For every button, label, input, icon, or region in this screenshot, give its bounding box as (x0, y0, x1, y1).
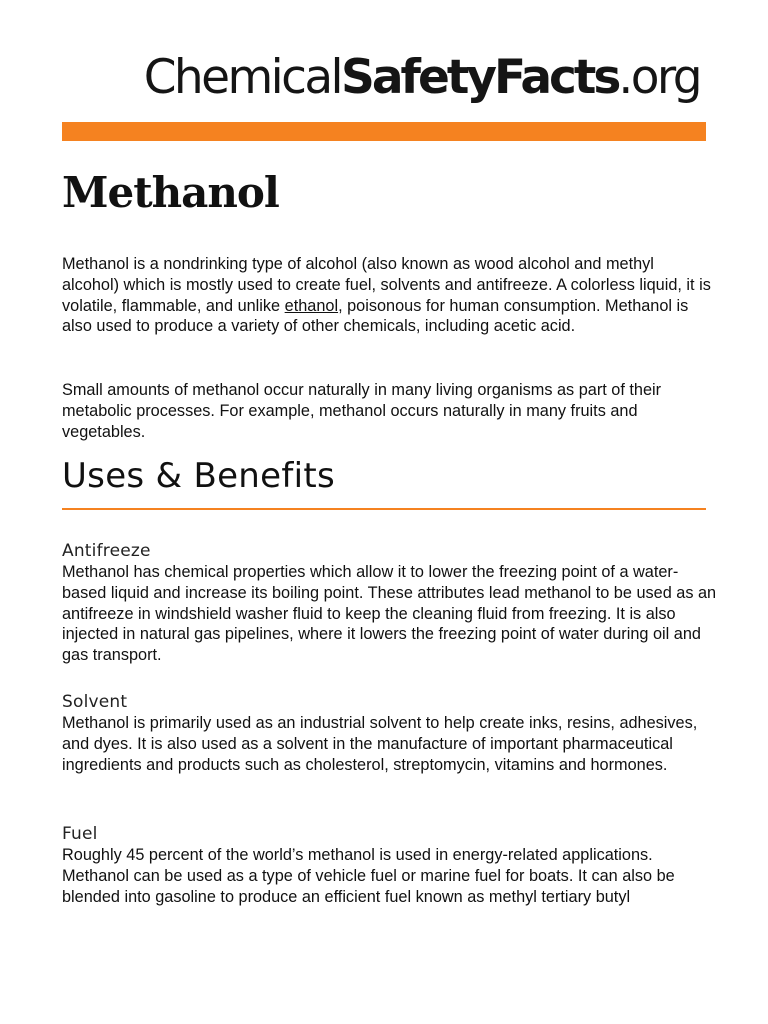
subsection-solvent (62, 691, 722, 775)
subsection-title: Fuel (62, 824, 98, 844)
subsection-title: Antifreeze (62, 541, 151, 561)
header-accent-bar (62, 122, 706, 141)
intro-text-before-link: Methanol is a nondrinking type of alcohol (also known as wood alcohol and methyl alcohol) which is mostly used to create fuel, solvents and antifreeze. A colorless liquid, it is volatile, flammable, and unlike (62, 255, 711, 315)
subsection-antifreeze (62, 540, 722, 666)
section-divider (62, 508, 706, 510)
intro-text-after-link: , poisonous for human consumption. Methanol is also used to produce a variety of other chemicals, including acetic acid. (62, 296, 689, 336)
intro-paragraph-1 (62, 254, 712, 337)
logo-text-safetyfacts: SafetyFacts (340, 50, 619, 105)
subsection-title: Solvent (62, 692, 128, 712)
subsection-body: Methanol is primarily used as an industrial solvent to help create inks, resins, adhesives, and dyes. It is also used as a solvent in the manufacture of important pharmaceutical ingredients and products such as cholesterol, streptomycin, vitamins and hormones. (62, 714, 698, 774)
logo-text-chemical: Chemical (143, 50, 341, 105)
site-logo (143, 50, 700, 105)
logo-text-org: .org (618, 50, 700, 105)
section-heading-uses-benefits: Uses & Benefits (62, 456, 336, 496)
ethanol-link[interactable]: ethanol (284, 296, 339, 315)
page-title: Methanol (62, 168, 279, 217)
subsection-fuel (62, 823, 722, 907)
subsection-body: Roughly 45 percent of the world’s methanol is used in energy-related applications. Methanol can be used as a type of vehicle fuel or marine fuel for boats. It can also be blended into gasoline to produce an efficient fuel known as methyl tertiary butyl (62, 846, 675, 906)
subsection-body: Methanol has chemical properties which allow it to lower the freezing point of a water-based liquid and increase its boiling point. These attributes lead methanol to be used as an antifreeze in windshield washer fluid to keep the cleaning fluid from freezing. It is also injected in natural gas pipelines, where it lowers the freezing point of water during oil and gas transport. (62, 563, 717, 665)
intro-paragraph-2: Small amounts of methanol occur naturally in many living organisms as part of their metabolic processes. For example, methanol occurs naturally in many fruits and vegetables. (62, 381, 662, 441)
